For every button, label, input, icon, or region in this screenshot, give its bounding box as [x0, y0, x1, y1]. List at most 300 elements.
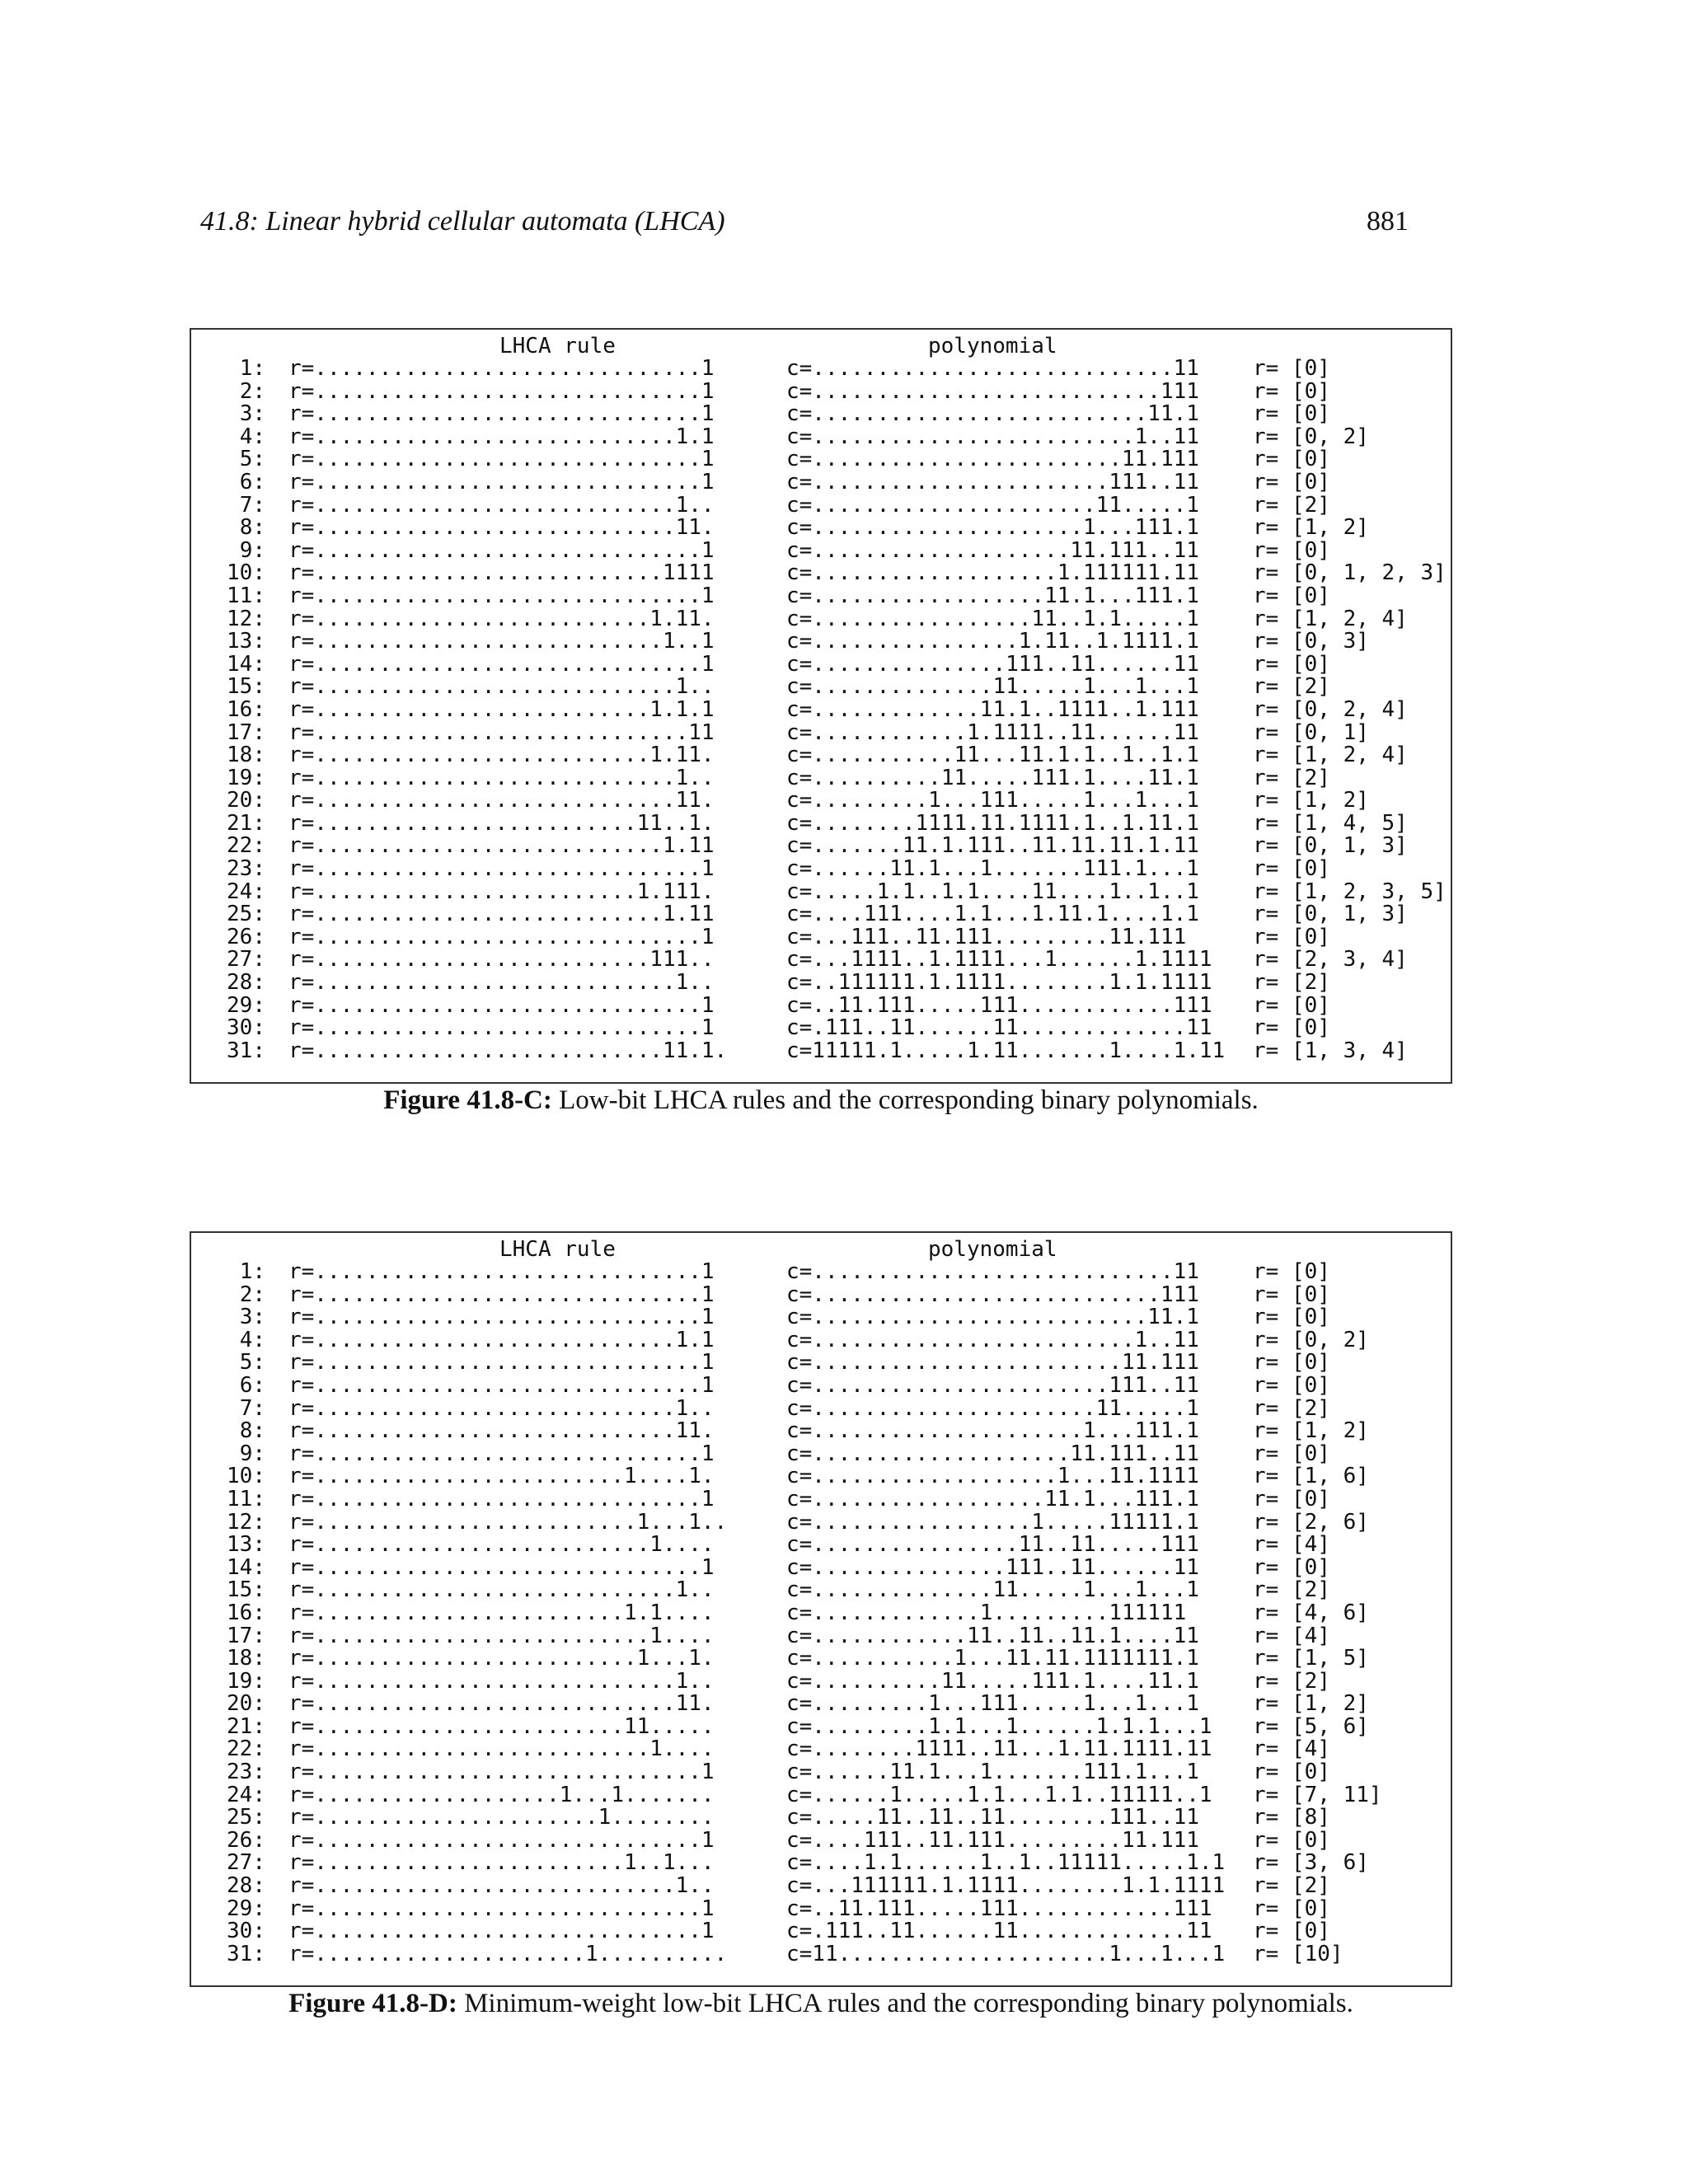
row-index: 22: [227, 1736, 265, 1762]
polynomial-value: c=11111.1.....1.11.......1....1.11 [786, 1038, 1226, 1063]
lhca-rule-value: r=..........................111.. [288, 947, 715, 972]
row-index: 8: [239, 515, 265, 541]
polynomial-value: c=........................11.111 [786, 1350, 1199, 1376]
figure-c-table [190, 328, 1452, 1084]
row-index: 6: [239, 469, 265, 494]
polynomial-value: c=...111111.1.1111........1.1.1111 [786, 1873, 1226, 1899]
lhca-rule-value: r=..............................1 [288, 651, 715, 677]
rule-positions: r= [10] [1253, 1941, 1343, 1966]
polynomial-value: c=........1111.11.1111.1..1.11.1 [786, 810, 1199, 836]
figure-c-caption [190, 1085, 1452, 1116]
figure-d-caption [190, 1989, 1452, 2019]
table-row [191, 1284, 1451, 1307]
lhca-rule-value: r=..............................1 [288, 1015, 715, 1041]
table-row [191, 858, 1451, 881]
rule-positions: r= [0] [1253, 447, 1330, 472]
table-row [191, 1943, 1451, 1966]
lhca-rule-value: r=............................1.. [288, 1395, 715, 1421]
table-row [191, 903, 1451, 926]
row-index: 13: [227, 629, 265, 654]
lhca-rule-value: r=.............................11 [288, 719, 715, 745]
rule-positions: r= [2] [1253, 970, 1330, 996]
row-index: 4: [239, 424, 265, 449]
rule-positions: r= [2, 6] [1253, 1509, 1369, 1535]
rule-positions: r= [0] [1253, 401, 1330, 427]
table-row [191, 1920, 1451, 1943]
row-index: 18: [227, 743, 265, 768]
polynomial-value: c=...............111..11......11 [786, 651, 1199, 677]
lhca-rule-value: r=............................1.1 [288, 424, 715, 449]
rule-positions: r= [0] [1253, 651, 1330, 677]
rule-positions: r= [0] [1253, 1305, 1330, 1330]
lhca-rule-value: r=..............................1 [288, 924, 715, 949]
rule-positions: r= [0, 1, 3] [1253, 833, 1408, 859]
rule-positions: r= [4] [1253, 1623, 1330, 1648]
lhca-rule-value: r=..............................1 [288, 992, 715, 1018]
lhca-rule-value: r=..............................1 [288, 1305, 715, 1330]
lhca-rule-value: r=............................1.. [288, 970, 715, 996]
table-row [191, 1693, 1451, 1716]
table-row [191, 448, 1451, 471]
lhca-rule-value: r=............................1.. [288, 1668, 715, 1694]
rule-positions: r= [1, 2, 3, 5] [1253, 879, 1447, 904]
rule-positions: r= [0, 1] [1253, 719, 1369, 745]
polynomial-value: c=.............1.........111111 [786, 1600, 1187, 1625]
lhca-rule-value: r=..............................1 [288, 1350, 715, 1376]
polynomial-value: c=......11.1...1.......111.1...1 [786, 1760, 1199, 1785]
polynomial-value: c=..........11.....111.1....11.1 [786, 1668, 1199, 1694]
polynomial-value: c=..111111.1.1111........1.1.1111 [786, 970, 1212, 996]
lhca-rule-value: r=...........................11.1. [288, 1038, 728, 1063]
rule-positions: r= [0] [1253, 1919, 1330, 1944]
polynomial-value: c=.........................1..11 [786, 1327, 1199, 1352]
polynomial-value: c=...............111..11......11 [786, 1554, 1199, 1580]
figure-d-table [190, 1231, 1452, 1987]
row-index: 30: [227, 1919, 265, 1944]
rule-positions: r= [1, 2, 4] [1253, 606, 1408, 631]
lhca-rule-value: r=..............................1 [288, 1760, 715, 1785]
table-row [191, 1395, 1451, 1421]
row-index: 28: [227, 1873, 265, 1899]
row-index: 27: [227, 947, 265, 972]
table-row [191, 790, 1451, 813]
table-row [191, 1352, 1451, 1375]
rule-positions: r= [2] [1253, 492, 1330, 518]
polynomial-value: c=.......................111..11 [786, 469, 1199, 494]
polynomial-value: c=........1111..11...1.11.1111.11 [786, 1736, 1212, 1762]
lhca-rule-value: r=............................1.. [288, 765, 715, 790]
table-row [191, 881, 1451, 904]
rule-positions: r= [0] [1253, 924, 1330, 949]
polynomial-value: c=............................11 [786, 1259, 1199, 1284]
table-row [191, 1554, 1451, 1580]
lhca-rule-value: r=..............................1 [288, 1259, 715, 1284]
rule-positions: r= [5, 6] [1253, 1713, 1369, 1739]
polynomial-value: c=......11.1...1.......111.1...1 [786, 856, 1199, 882]
row-index: 19: [227, 765, 265, 790]
figure-c-caption-label: Figure 41.8-C: [383, 1085, 552, 1115]
table-row [191, 926, 1451, 949]
lhca-rule-value: r=............................11. [288, 1418, 715, 1444]
table-row [191, 630, 1451, 654]
table-row [191, 1738, 1451, 1761]
polynomial-value: c=.........1...111.....1...1...1 [786, 788, 1199, 813]
row-index: 24: [227, 1782, 265, 1807]
row-index: 6: [239, 1372, 265, 1398]
table-row [191, 1898, 1451, 1921]
polynomial-value: c=..........11.....111.1....11.1 [786, 765, 1199, 790]
table-row [191, 767, 1451, 790]
lhca-rule-value: r=.........................11..1. [288, 810, 715, 836]
page-number: 881 [1367, 206, 1409, 237]
lhca-rule-value: r=..............................1 [288, 469, 715, 494]
polynomial-value: c=.111..11......11.............11 [786, 1919, 1212, 1944]
table-row [191, 696, 1451, 722]
table-row [191, 1875, 1451, 1898]
polynomial-value: c=...........................111 [786, 1282, 1199, 1307]
polynomial-value: c=............1.1111..11......11 [786, 719, 1199, 745]
table-row [191, 651, 1451, 677]
row-index: 11: [227, 1486, 265, 1511]
rule-positions: r= [0] [1253, 1259, 1330, 1284]
lhca-rule-value: r=..............................1 [288, 1372, 715, 1398]
polynomial-value: c=.....................1...111.1 [786, 515, 1199, 541]
row-index: 14: [227, 651, 265, 677]
figure-d-rows [191, 1261, 1451, 1966]
polynomial-value: c=........................11.111 [786, 447, 1199, 472]
polynomial-value: c=...................1.111111.11 [786, 560, 1199, 586]
figure-c-rows [191, 358, 1451, 1062]
row-index: 11: [227, 583, 265, 608]
row-index: 18: [227, 1646, 265, 1671]
lhca-rule-value: r=..............................1 [288, 856, 715, 882]
row-index: 2: [239, 1282, 265, 1307]
polynomial-value: c=.........1...111.....1...1...1 [786, 1691, 1199, 1717]
rule-positions: r= [3, 6] [1253, 1850, 1369, 1876]
rule-positions: r= [2, 3, 4] [1253, 947, 1408, 972]
row-index: 8: [239, 1418, 265, 1444]
row-index: 20: [227, 788, 265, 813]
table-row [191, 1443, 1451, 1466]
rule-positions: r= [1, 5] [1253, 1646, 1369, 1671]
rule-positions: r= [2] [1253, 674, 1330, 700]
figure-d-caption-label: Figure 41.8-D: [288, 1989, 457, 2018]
table-row [191, 1579, 1451, 1602]
rule-positions: r= [1, 2] [1253, 1691, 1369, 1717]
row-index: 21: [227, 1713, 265, 1739]
rule-positions: r= [0] [1253, 537, 1330, 563]
figure-c-column-header-rule: LHCA rule [499, 334, 616, 359]
polynomial-value: c=.....1.1..1.1....11....1..1..1 [786, 879, 1199, 904]
lhca-rule-value: r=............................1.. [288, 492, 715, 518]
polynomial-value: c=..........................11.1 [786, 1305, 1199, 1330]
lhca-rule-value: r=............................1.. [288, 674, 715, 700]
polynomial-value: c=...111..11.111.........11.111 [786, 924, 1187, 949]
table-row [191, 1852, 1451, 1875]
table-row [191, 358, 1451, 381]
lhca-rule-value: r=..............................1 [288, 401, 715, 427]
table-row [191, 810, 1451, 836]
rule-positions: r= [0, 3] [1253, 629, 1369, 654]
rule-positions: r= [0] [1253, 1486, 1330, 1511]
lhca-rule-value: r=..............................1 [288, 1919, 715, 1944]
table-row [191, 494, 1451, 518]
table-row [191, 1261, 1451, 1284]
rule-positions: r= [4] [1253, 1736, 1330, 1762]
row-index: 4: [239, 1327, 265, 1352]
figure-d-column-header-polynomial: polynomial [928, 1237, 1057, 1262]
row-index: 23: [227, 1760, 265, 1785]
table-row [191, 1784, 1451, 1807]
row-index: 17: [227, 719, 265, 745]
table-row [191, 949, 1451, 972]
row-index: 3: [239, 401, 265, 427]
polynomial-value: c=.......................111..11 [786, 1372, 1199, 1398]
row-index: 16: [227, 1600, 265, 1625]
table-row [191, 676, 1451, 699]
lhca-rule-value: r=............................11. [288, 515, 715, 541]
lhca-rule-value: r=.........................1...1. [288, 1646, 715, 1671]
polynomial-value: c=.....11..11..11........111..11 [786, 1805, 1199, 1830]
rule-positions: r= [0] [1253, 1896, 1330, 1921]
table-row [191, 719, 1451, 745]
polynomial-value: c=......................11.....1 [786, 1395, 1199, 1421]
polynomial-value: c=....111....1.1...1.11.1....1.1 [786, 902, 1199, 927]
rule-positions: r= [0] [1253, 356, 1330, 381]
polynomial-value: c=..11.111.....111............111 [786, 1896, 1212, 1921]
rule-positions: r= [2] [1253, 1873, 1330, 1899]
lhca-rule-value: r=............................11. [288, 788, 715, 813]
row-index: 31: [227, 1941, 265, 1966]
lhca-rule-value: r=...........................1..1 [288, 629, 715, 654]
table-row [191, 1807, 1451, 1830]
lhca-rule-value: r=..........................1.1.1 [288, 696, 715, 722]
lhca-rule-value: r=..............................1 [288, 378, 715, 404]
polynomial-value: c=..................11.1...111.1 [786, 1486, 1199, 1511]
polynomial-value: c=...................1...11.1111 [786, 1464, 1199, 1489]
table-row [191, 585, 1451, 608]
row-index: 21: [227, 810, 265, 836]
polynomial-value: c=..............11.....1...1...1 [786, 674, 1199, 700]
table-row [191, 835, 1451, 858]
lhca-rule-value: r=..........................1.... [288, 1532, 715, 1558]
rule-positions: r= [0] [1253, 1760, 1330, 1785]
table-row [191, 537, 1451, 563]
polynomial-value: c=......1.....1.1...1.1..11111..1 [786, 1782, 1212, 1807]
row-index: 1: [239, 1259, 265, 1284]
row-index: 12: [227, 1509, 265, 1535]
row-index: 1: [239, 356, 265, 381]
figure-d-caption-text: Minimum-weight low-bit LHCA rules and the corresponding binary polynomials. [464, 1989, 1353, 2018]
rule-positions: r= [0] [1253, 1282, 1330, 1307]
lhca-rule-value: r=..............................1 [288, 356, 715, 381]
lhca-rule-value: r=..............................1 [288, 1486, 715, 1511]
row-index: 25: [227, 1805, 265, 1830]
row-index: 16: [227, 696, 265, 722]
table-row [191, 608, 1451, 631]
lhca-rule-value: r=..............................1 [288, 1554, 715, 1580]
polynomial-value: c=...........11...11.1.1..1..1.1 [786, 743, 1199, 768]
row-index: 30: [227, 1015, 265, 1041]
polynomial-value: c=................1.11..1.1111.1 [786, 629, 1199, 654]
row-index: 26: [227, 924, 265, 949]
table-row [191, 1511, 1451, 1535]
polynomial-value: c=....................11.111..11 [786, 537, 1199, 563]
row-index: 29: [227, 992, 265, 1018]
polynomial-value: c=.111..11......11.............11 [786, 1015, 1212, 1041]
lhca-rule-value: r=..........................1.11. [288, 606, 715, 631]
row-index: 15: [227, 1577, 265, 1603]
lhca-rule-value: r=..............................1 [288, 583, 715, 608]
rule-positions: r= [0] [1253, 992, 1330, 1018]
polynomial-value: c=....1.1......1..1..11111.....1.1 [786, 1850, 1226, 1876]
lhca-rule-value: r=.........................1...1.. [288, 1509, 728, 1535]
rule-positions: r= [1, 2, 4] [1253, 743, 1408, 768]
rule-positions: r= [0] [1253, 378, 1330, 404]
figure-c-column-header-polynomial: polynomial [928, 334, 1057, 359]
polynomial-value: c=.................11..1.1.....1 [786, 606, 1199, 631]
lhca-rule-value: r=..............................1 [288, 1441, 715, 1466]
polynomial-value: c=11.....................1...1...1 [786, 1941, 1226, 1966]
table-row [191, 1761, 1451, 1784]
rule-positions: r= [0, 2, 4] [1253, 696, 1408, 722]
row-index: 27: [227, 1850, 265, 1876]
row-index: 20: [227, 1691, 265, 1717]
lhca-rule-value: r=..............................1 [288, 1827, 715, 1853]
rule-positions: r= [8] [1253, 1805, 1330, 1830]
row-index: 23: [227, 856, 265, 882]
lhca-rule-value: r=......................1........ [288, 1805, 715, 1830]
row-index: 13: [227, 1532, 265, 1558]
polynomial-value: c=.....................1...111.1 [786, 1418, 1199, 1444]
table-row [191, 1040, 1451, 1063]
row-index: 26: [227, 1827, 265, 1853]
rule-positions: r= [1, 4, 5] [1253, 810, 1408, 836]
table-row [191, 1668, 1451, 1694]
rule-positions: r= [0] [1253, 1350, 1330, 1376]
lhca-rule-value: r=........................1....1. [288, 1464, 715, 1489]
polynomial-value: c=...........1...11.11.1111111.1 [786, 1646, 1199, 1671]
rule-positions: r= [0] [1253, 1015, 1330, 1041]
polynomial-value: c=.............11.1..1111..1.111 [786, 696, 1199, 722]
table-row [191, 1306, 1451, 1329]
lhca-rule-value: r=...........................1.11 [288, 902, 715, 927]
rule-positions: r= [1, 3, 4] [1253, 1038, 1408, 1063]
table-row [191, 378, 1451, 404]
lhca-rule-value: r=............................11. [288, 1691, 715, 1717]
rule-positions: r= [2] [1253, 1577, 1330, 1603]
rule-positions: r= [1, 2] [1253, 788, 1369, 813]
table-row [191, 1488, 1451, 1511]
lhca-rule-value: r=........................11..... [288, 1713, 715, 1739]
rule-positions: r= [0, 2] [1253, 1327, 1369, 1352]
polynomial-value: c=.........1.1...1......1.1.1...1 [786, 1713, 1212, 1739]
table-row [191, 1017, 1451, 1040]
polynomial-value: c=...........................111 [786, 378, 1199, 404]
table-row [191, 562, 1451, 585]
lhca-rule-value: r=........................1.1.... [288, 1600, 715, 1625]
figure-c-caption-text: Low-bit LHCA rules and the corresponding binary polynomials. [559, 1085, 1259, 1115]
rule-positions: r= [0] [1253, 856, 1330, 882]
table-row [191, 1420, 1451, 1443]
table-row [191, 1625, 1451, 1648]
row-index: 14: [227, 1554, 265, 1580]
lhca-rule-value: r=.....................1.......... [288, 1941, 728, 1966]
lhca-rule-value: r=........................1..1... [288, 1850, 715, 1876]
table-row [191, 471, 1451, 494]
row-index: 3: [239, 1305, 265, 1330]
rule-positions: r= [2] [1253, 765, 1330, 790]
rule-positions: r= [0] [1253, 1441, 1330, 1466]
row-index: 15: [227, 674, 265, 700]
lhca-rule-value: r=..............................1 [288, 1282, 715, 1307]
rule-positions: r= [1, 2] [1253, 515, 1369, 541]
running-head: 41.8: Linear hybrid cellular automata (LHCA) [200, 206, 725, 237]
row-index: 10: [227, 560, 265, 586]
table-row [191, 1372, 1451, 1398]
row-index: 7: [239, 1395, 265, 1421]
lhca-rule-value: r=..............................1 [288, 447, 715, 472]
row-index: 17: [227, 1623, 265, 1648]
polynomial-value: c=............................11 [786, 356, 1199, 381]
rule-positions: r= [0, 2] [1253, 424, 1369, 449]
lhca-rule-value: r=.........................1.111. [288, 879, 715, 904]
table-row [191, 1329, 1451, 1352]
polynomial-value: c=....111..11.111.........11.111 [786, 1827, 1199, 1853]
rule-positions: r= [0] [1253, 469, 1330, 494]
lhca-rule-value: r=...................1...1....... [288, 1782, 715, 1807]
lhca-rule-value: r=..........................1.11. [288, 743, 715, 768]
row-index: 28: [227, 970, 265, 996]
rule-positions: r= [4] [1253, 1532, 1330, 1558]
rule-positions: r= [7, 11] [1253, 1782, 1382, 1807]
row-index: 10: [227, 1464, 265, 1489]
polynomial-value: c=............11..11..11.1....11 [786, 1623, 1199, 1648]
row-index: 12: [227, 606, 265, 631]
polynomial-value: c=.................1.....11111.1 [786, 1509, 1199, 1535]
figure-d-column-header-rule: LHCA rule [499, 1237, 616, 1262]
lhca-rule-value: r=............................1.1 [288, 1327, 715, 1352]
table-row [191, 1602, 1451, 1625]
rule-positions: r= [0] [1253, 583, 1330, 608]
table-row [191, 744, 1451, 767]
table-row [191, 1465, 1451, 1488]
polynomial-value: c=..........................11.1 [786, 401, 1199, 427]
rule-positions: r= [4, 6] [1253, 1600, 1369, 1625]
row-index: 9: [239, 1441, 265, 1466]
row-index: 25: [227, 902, 265, 927]
row-index: 31: [227, 1038, 265, 1063]
lhca-rule-value: r=..............................1 [288, 537, 715, 563]
row-index: 29: [227, 1896, 265, 1921]
polynomial-value: c=......................11.....1 [786, 492, 1199, 518]
table-row [191, 1713, 1451, 1739]
table-row [191, 1647, 1451, 1671]
rule-positions: r= [0] [1253, 1554, 1330, 1580]
row-index: 9: [239, 537, 265, 563]
polynomial-value: c=................11..11.....111 [786, 1532, 1199, 1558]
lhca-rule-value: r=..............................1 [288, 1896, 715, 1921]
rule-positions: r= [0] [1253, 1827, 1330, 1853]
polynomial-value: c=..............11.....1...1...1 [786, 1577, 1199, 1603]
row-index: 22: [227, 833, 265, 859]
rule-positions: r= [2] [1253, 1668, 1330, 1694]
lhca-rule-value: r=............................1.. [288, 1873, 715, 1899]
row-index: 7: [239, 492, 265, 518]
rule-positions: r= [1, 2] [1253, 1418, 1369, 1444]
lhca-rule-value: r=...........................1.11 [288, 833, 715, 859]
polynomial-value: c=....................11.111..11 [786, 1441, 1199, 1466]
